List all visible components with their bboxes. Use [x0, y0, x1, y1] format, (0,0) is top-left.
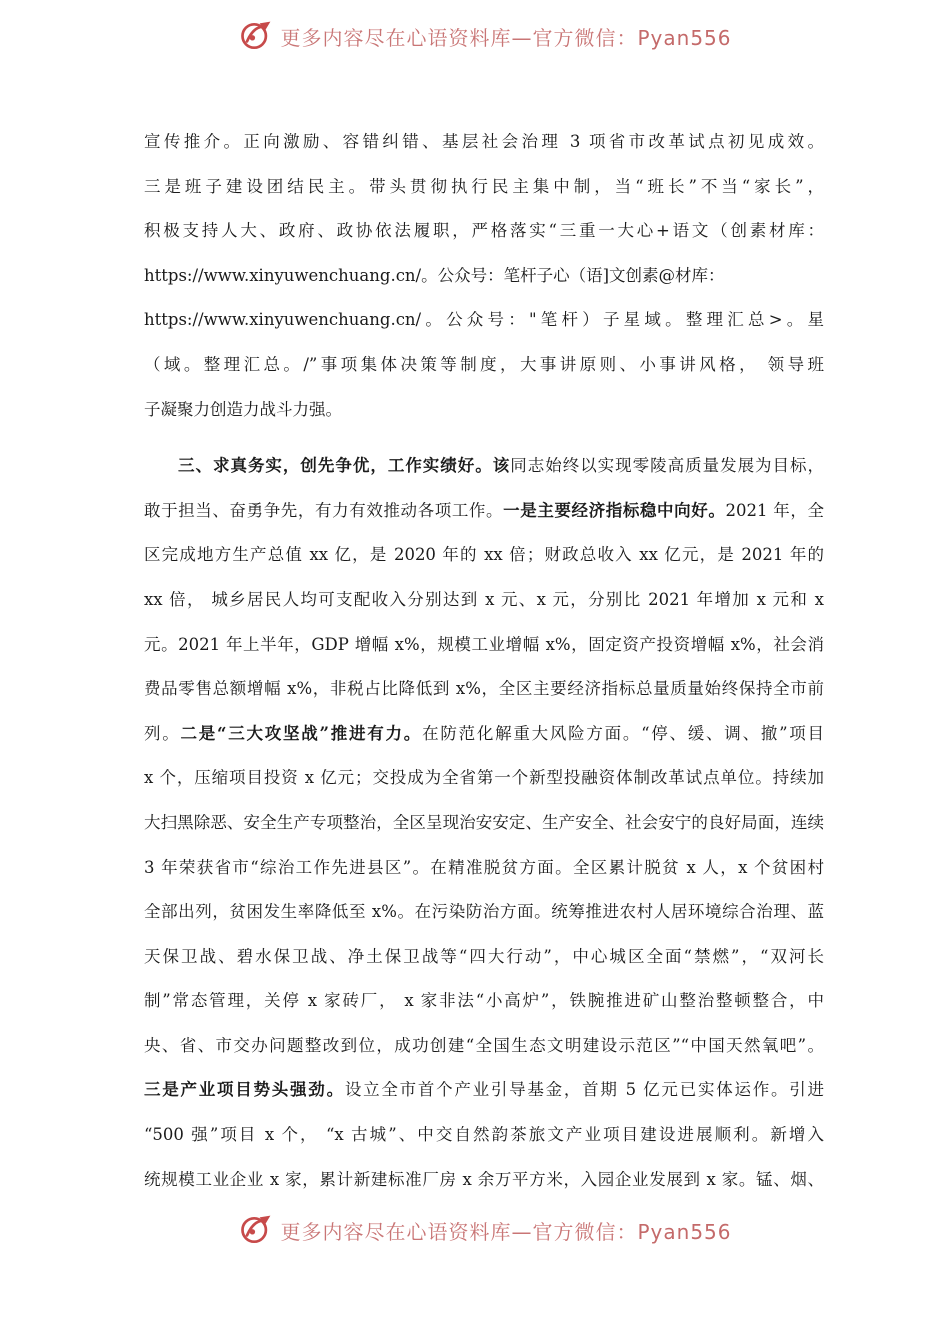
text-line: 宣传推介。正向激励、容错纠错、基层社会治理 3 项省市改革试点初见成效。 [144, 132, 824, 151]
text-line: 三是产业项目势头强劲。设立全市首个产业引导基金，首期 5 亿元已实体运作。引进 [144, 1080, 824, 1100]
text-line: 3 年荣获省市“综治工作先进县区”。在精准脱贫方面。全区累计脱贫 x 人，x 个贫困村 [144, 857, 824, 877]
text-line: 统规模工业企业 x 家，累计新建标准厂房 x 余万平方米，入园企业发展到 x 家。锰、烟、 [144, 1169, 824, 1189]
section-heading-line: 三、求真务实，创先争优，工作实绩好。该同志始终以实现零陵高质量发展为目标， [178, 456, 825, 476]
banner-text: 更多内容尽在心语资料库—官方微信：Pyan556 [280, 1219, 732, 1244]
section-heading: 三、求真务实，创先争优，工作实绩好。该 [178, 456, 511, 476]
text-line: https://www.xinyuwenchuang.cn/。公众号：笔杆子心（语]文创素@材库： [144, 265, 725, 285]
brand-logo-icon [238, 1212, 274, 1248]
subheading: 一是主要经济指标稳中向好。 [503, 500, 726, 520]
text-line: 三是班子建设团结民主。带头贯彻执行民主集中制，当“班长”不当“家长”， [144, 176, 824, 196]
text-line: 列。二是“三大攻坚战”推进有力。在防范化解重大风险方面。“停、缓、调、撤”项目 [144, 723, 825, 743]
text-line: xx 倍， 城乡居民人均可支配收入分别达到 x 元、x 元，分别比 2021 年增加 x 元和 x [144, 589, 824, 609]
text-line: 区完成地方生产总值 xx 亿，是 2020 年的 xx 倍；财政总收入 xx 亿元，是 2021 年的 [144, 545, 824, 565]
wechat-id: Pyan556 [637, 1219, 732, 1244]
banner-text: 更多内容尽在心语资料库—官方微信：Pyan556 [280, 25, 732, 50]
brand-logo-icon [238, 18, 274, 54]
text-line: 央、省、市交办问题整改到位，成功创建“全国生态文明建设示范区”“中国天然氧吧”。 [144, 1035, 824, 1055]
text-line: 大扫黑除恶、安全生产专项整治，全区呈现治安安定、生产安全、社会安宁的良好局面，连续 [144, 812, 824, 832]
text-line: 敢于担当、奋勇争先，有力有效推动各项工作。一是主要经济指标稳中向好。2021 年，全 [144, 500, 825, 520]
text-line: 制”常态管理，关停 x 家砖厂， x 家非法“小高炉”，铁腕推进矿山整治整顿整合，中 [144, 991, 824, 1011]
document-body [144, 120, 824, 1202]
text-line: 子凝聚力创造力战斗力强。 [144, 399, 342, 419]
header-banner [0, 14, 950, 58]
text-line: 元。2021 年上半年，GDP 增幅 x%，规模工业增幅 x%，固定资产投资增幅 x%，社会消 [144, 634, 824, 654]
subheading: 二是“三大攻坚战”推进有力。 [180, 723, 423, 743]
subheading: 三是产业项目势头强劲。 [144, 1080, 345, 1100]
text-line: “500 强”项目 x 个， “x 古城”、中交自然韵茶旅文产业项目建设进展顺利。新增入 [144, 1125, 824, 1145]
text-line: 天保卫战、碧水保卫战、净土保卫战等“四大行动”，中心城区全面“禁燃”，“双河长 [144, 946, 824, 966]
text-line: 费品零售总额增幅 x%，非税占比降低到 x%，全区主要经济指标总量质量始终保持全市前 [144, 679, 824, 699]
text-line: （域。整理汇总。/”事项集体决策等制度，大事讲原则、小事讲风格， 领导班 [144, 354, 824, 374]
text-line: https://www.xinyuwenchuang.cn/。公众号："笔杆）子星域。整理汇总>。星 [144, 310, 824, 330]
footer-banner [0, 1208, 950, 1252]
wechat-id: Pyan556 [637, 25, 732, 50]
text-line: x 个，压缩项目投资 x 亿元；交投成为全省第一个新型投融资体制改革试点单位。持续加 [144, 768, 824, 788]
text-line: 积极支持人大、政府、政协依法履职，严格落实“三重一大心+语文（创素材库： [144, 221, 824, 241]
text-line: 全部出列，贫困发生率降低至 x%。在污染防治方面。统筹推进农村人居环境综合治理、蓝 [144, 902, 824, 922]
